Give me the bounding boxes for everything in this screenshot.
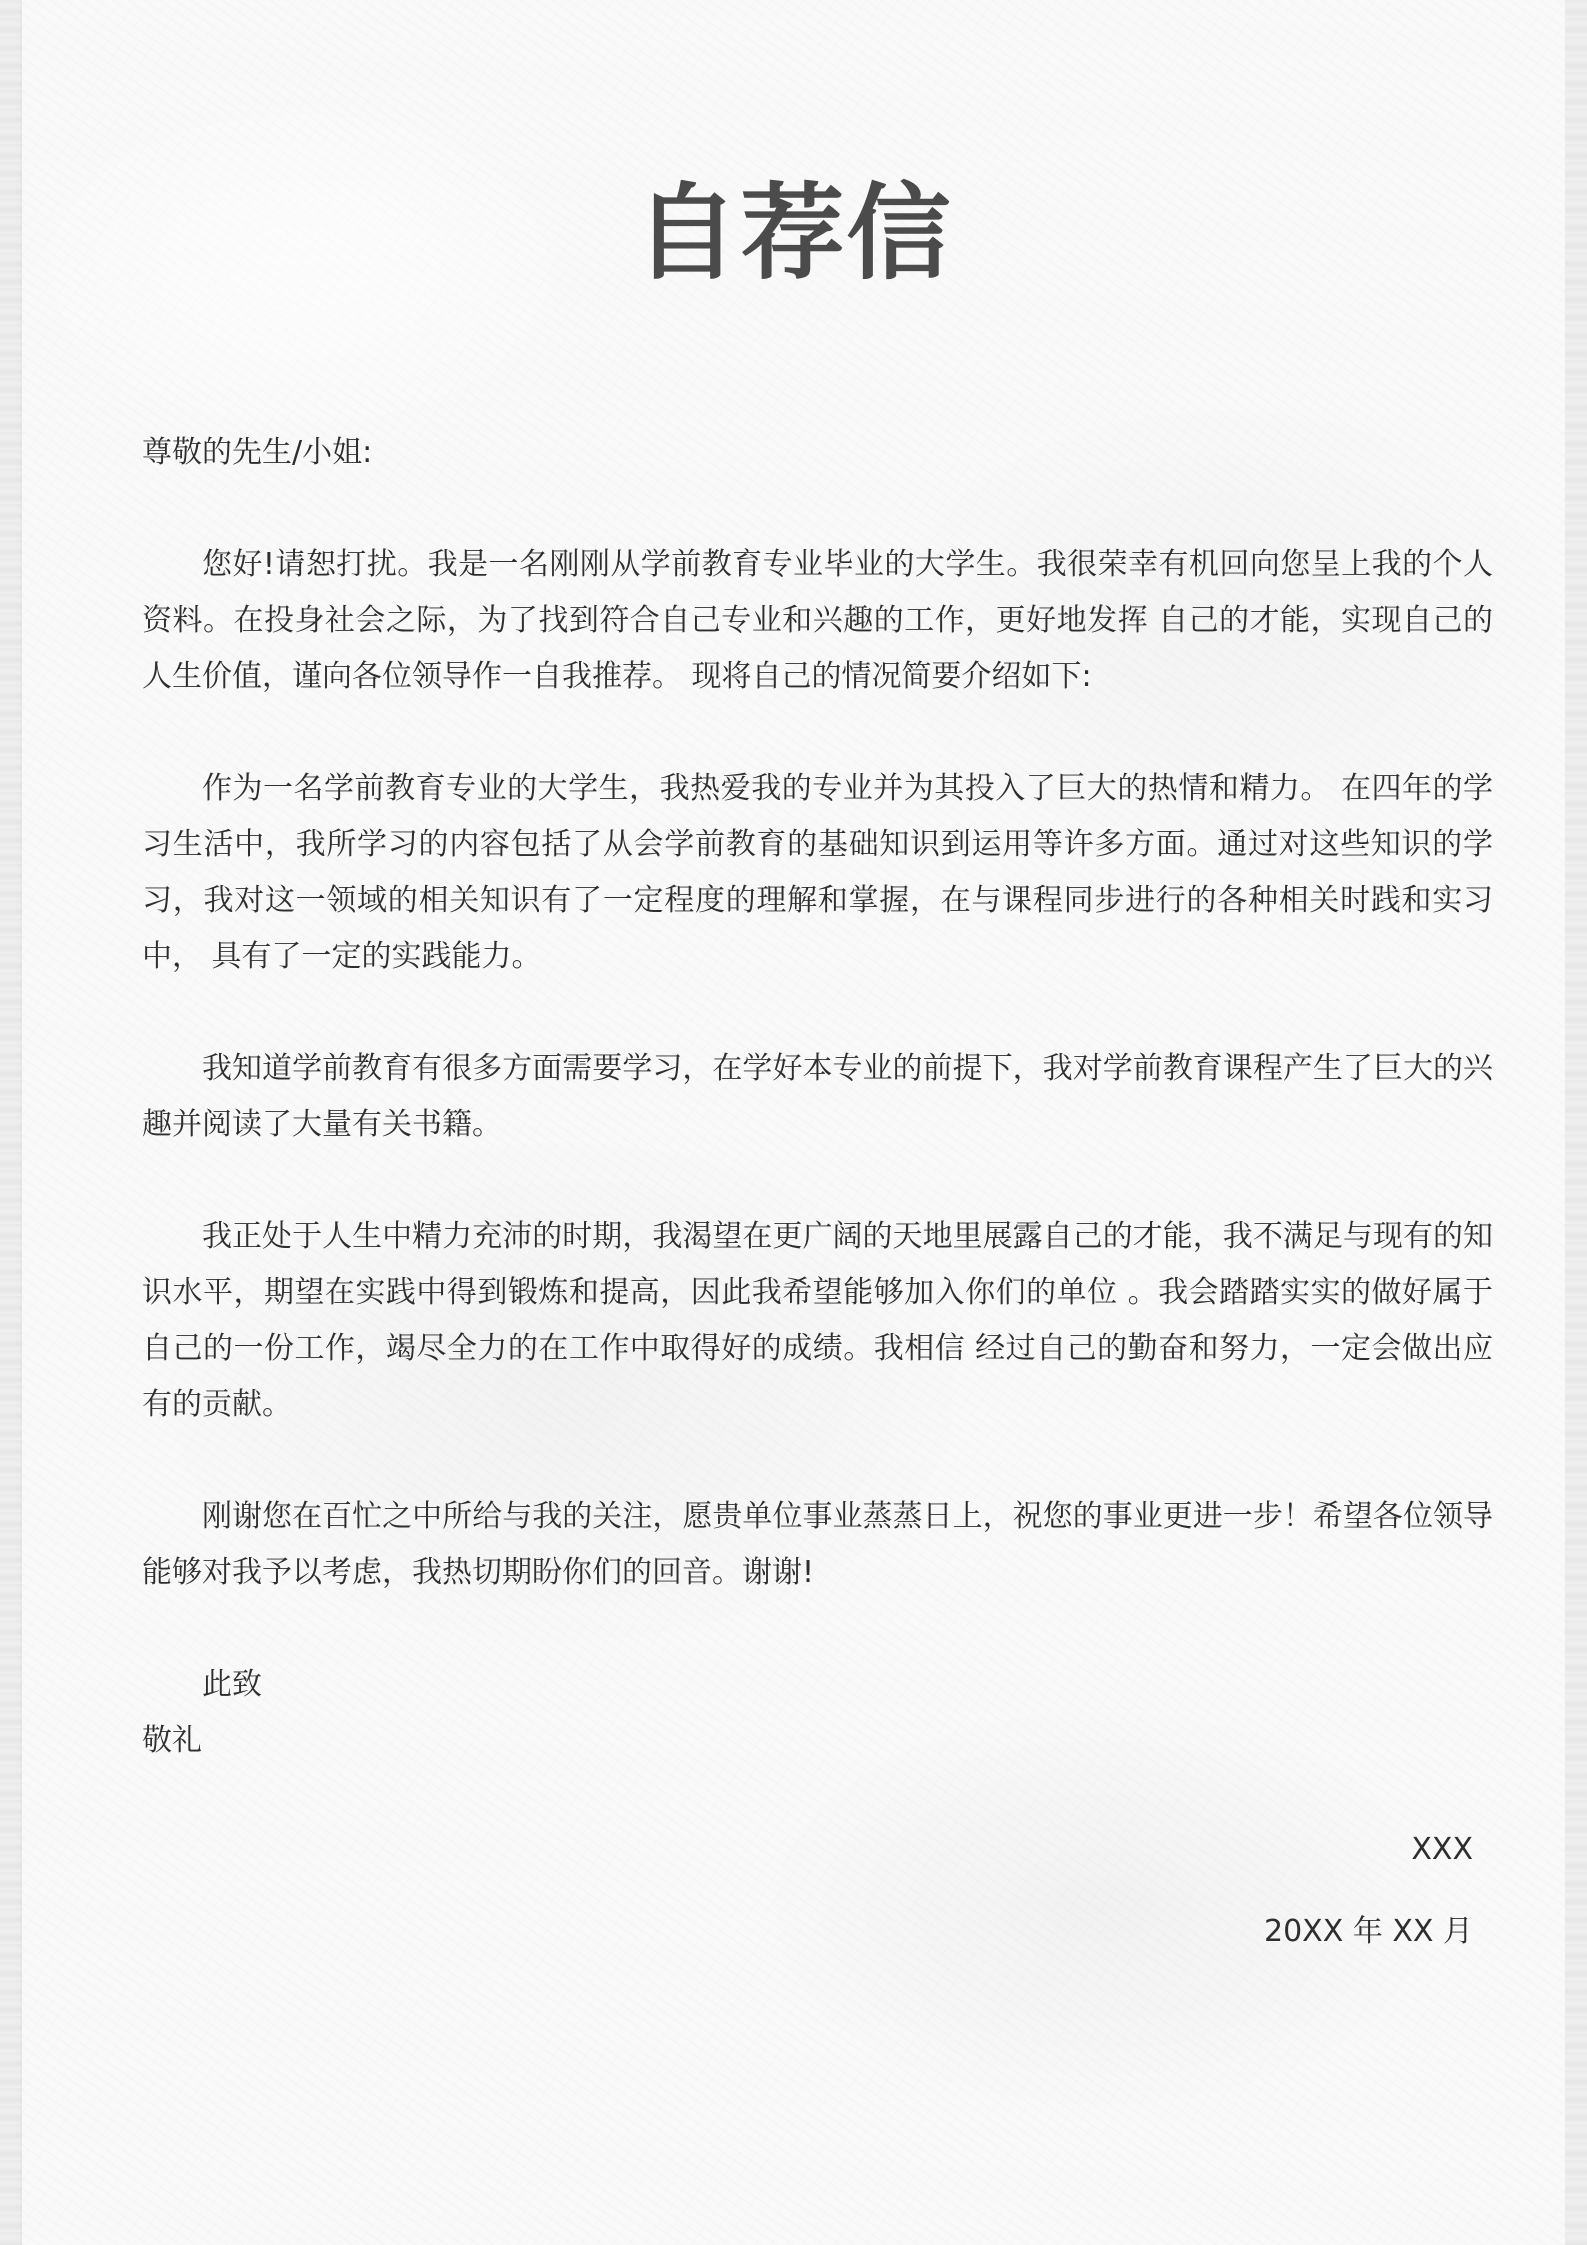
- paragraph-major: 作为一名学前教育专业的大学生，我热爱我的专业并为其投入了巨大的热情和精力。 在四年的学习生活中，我所学习的内容包括了从会学前教育的基础知识到运用等许多方面。通过对这些知识的学习，我对这一领域的相关知识有了一定程度的理解和掌握，在与课程同步进行的各种相关时践和实习中， 具有了一定的实践能力。: [142, 771, 1493, 974]
- paragraph-introduction: 您好!请恕打扰。我是一名刚刚从学前教育专业毕业的大学生。我很荣幸有机回向您呈上我的个人资料。在投身社会之际，为了找到符合自己专业和兴趣的工作，更好地发挥 自己的才能，实现自己的人生价值，谨向各位领导作一自我推荐。 现将自己的情况简要介绍如下:: [142, 547, 1493, 694]
- signature-date: 20XX 年 XX 月: [1264, 1914, 1473, 1949]
- greeting: 尊敬的先生/小姐:: [142, 435, 373, 470]
- paper-edge-left: [0, 0, 22, 2245]
- paragraph-thanks: 刚谢您在百忙之中所给与我的关注，愿贵单位事业蒸蒸日上，祝您的事业更进一步！希望各位领导能够对我予以考虑，我热切期盼你们的回音。谢谢!: [142, 1499, 1493, 1590]
- letter-page: [22, 0, 1565, 2245]
- paper-edge-right: [1565, 0, 1587, 2245]
- document-title: 自荐信: [634, 172, 953, 294]
- paragraph-interest: 我知道学前教育有很多方面需要学习，在学好本专业的前提下，我对学前教育课程产生了巨大的兴趣并阅读了大量有关书籍。: [142, 1051, 1493, 1142]
- closing-line-1: 此致: [202, 1667, 262, 1702]
- signature-name: XXX: [1411, 1832, 1473, 1867]
- paragraph-aspiration: 我正处于人生中精力充沛的时期，我渴望在更广阔的天地里展露自己的才能，我不满足与现有的知识水平，期望在实践中得到锻炼和提高，因此我希望能够加入你们的单位 。我会踏踏实实的做好属于自己的一份工作，竭尽全力的在工作中取得好的成绩。我相信 经过自己的勤奋和努力，一定会做出应有的贡献。: [142, 1219, 1493, 1422]
- closing-line-2: 敬礼: [142, 1723, 202, 1758]
- signature-block: [1264, 1822, 1473, 1960]
- letter-body: [142, 425, 1493, 1769]
